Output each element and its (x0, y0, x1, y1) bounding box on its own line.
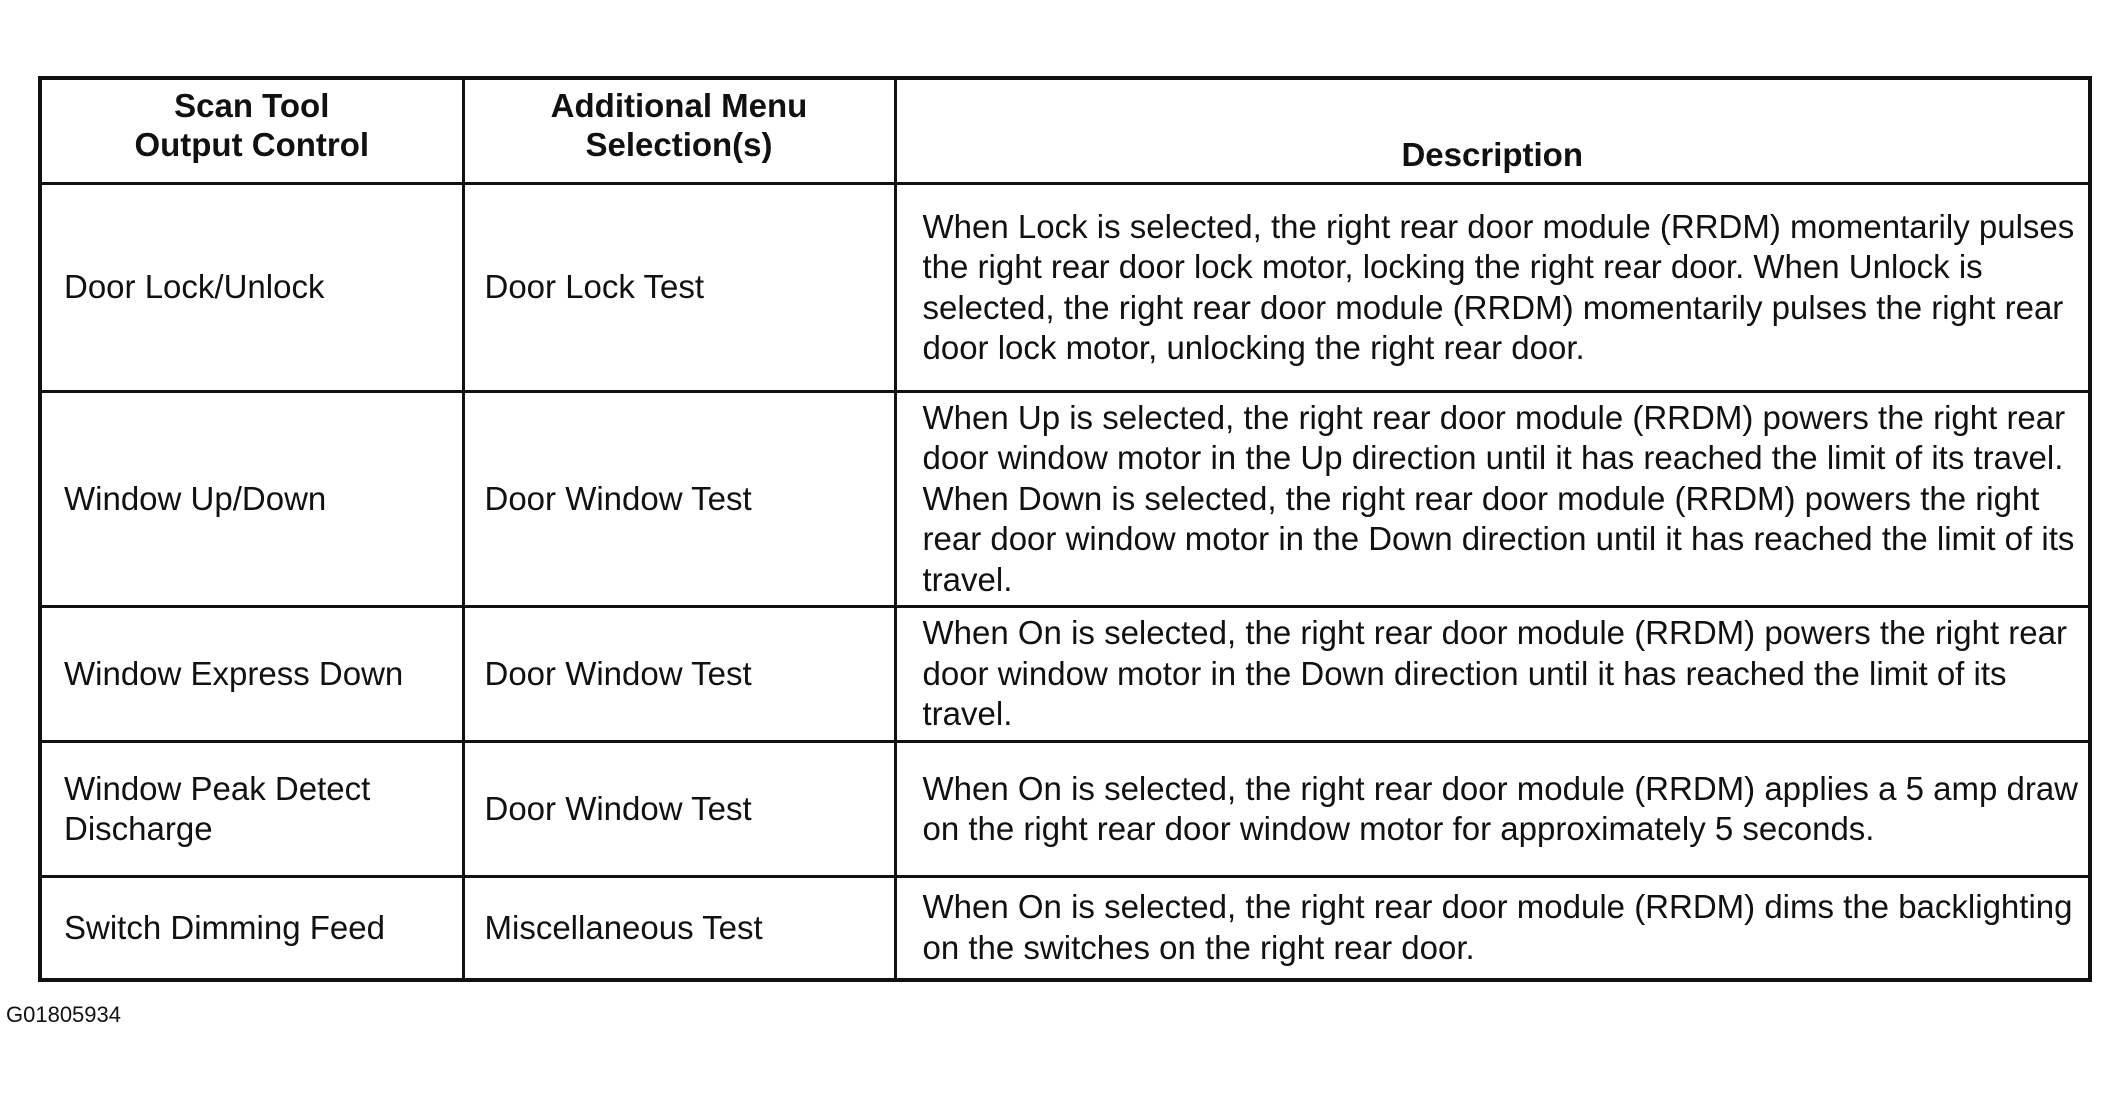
figure-id: G01805934 (6, 1002, 121, 1027)
header-scan-tool-output-control: Scan Tool Output Control (40, 78, 463, 184)
table-row (40, 392, 2090, 607)
output-control-cell: Window Peak Detect Discharge (40, 742, 463, 877)
header-row (40, 78, 2090, 184)
menu-selection-cell: Door Window Test (463, 392, 895, 607)
menu-selection-cell: Door Window Test (463, 742, 895, 877)
description-cell: When On is selected, the right rear door module (RRDM) powers the right rear door window motor in the Down direction until it has reached the limit of its travel. (895, 607, 2090, 742)
output-control-table (38, 76, 2092, 982)
table-row (40, 742, 2090, 877)
menu-selection-cell: Door Window Test (463, 607, 895, 742)
header-description: Description (895, 78, 2090, 184)
description-cell: When On is selected, the right rear door module (RRDM) dims the backlighting on the switches on the right rear door. (895, 877, 2090, 980)
menu-selection-cell: Door Lock Test (463, 184, 895, 392)
description-cell: When Lock is selected, the right rear door module (RRDM) momentarily pulses the right rear door lock motor, locking the right rear door. When Unlock is selected, the right rear door module (RRDM) momentarily pulses the right rear door lock motor, unlocking the right rear door. (895, 184, 2090, 392)
output-control-cell: Window Express Down (40, 607, 463, 742)
output-control-cell: Switch Dimming Feed (40, 877, 463, 980)
table-row (40, 184, 2090, 392)
description-cell: When Up is selected, the right rear door module (RRDM) powers the right rear door window motor in the Up direction until it has reached the limit of its travel. When Down is selected, the right rear door module (RRDM) powers the right rear door window motor in the Down direction until it has reached the limit of its travel. (895, 392, 2090, 607)
output-control-cell: Window Up/Down (40, 392, 463, 607)
table-row (40, 877, 2090, 980)
table-row (40, 607, 2090, 742)
header-additional-menu-selections: Additional Menu Selection(s) (463, 78, 895, 184)
description-cell: When On is selected, the right rear door module (RRDM) applies a 5 amp draw on the right rear door window motor for approximately 5 seconds. (895, 742, 2090, 877)
menu-selection-cell: Miscellaneous Test (463, 877, 895, 980)
output-control-cell: Door Lock/Unlock (40, 184, 463, 392)
